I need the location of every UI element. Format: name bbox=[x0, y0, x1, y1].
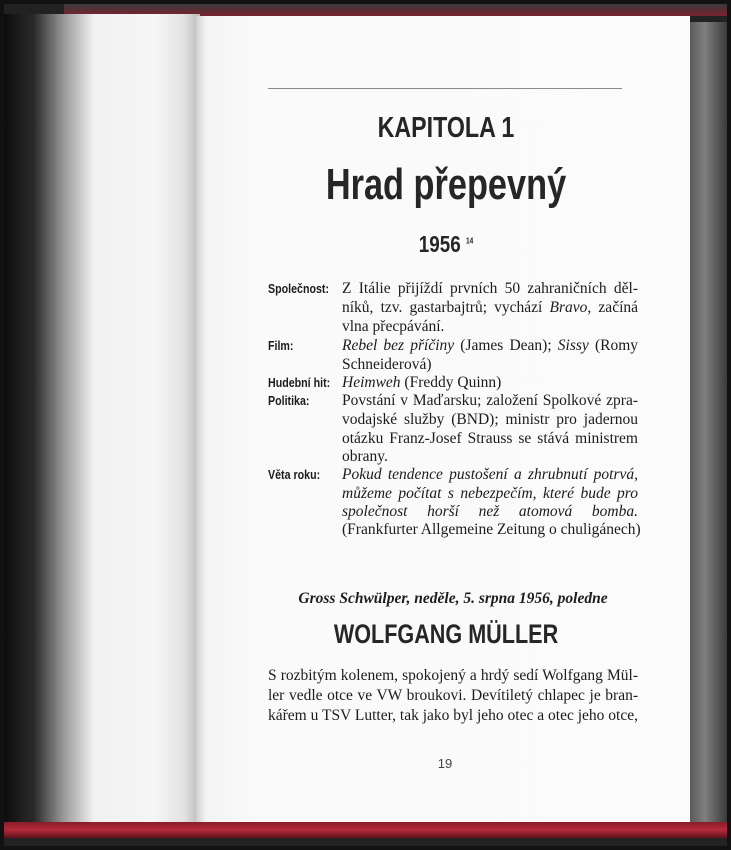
cover-edge-bottom bbox=[4, 822, 727, 838]
fact-label: Společnost: bbox=[268, 281, 330, 296]
left-page bbox=[4, 14, 200, 824]
fact-line: vodajské služby (BND); ministr pro jadernou bbox=[342, 411, 638, 428]
paragraph-line: kářem u TSV Lutter, tak jako byl jeho otec a otec jeho otce, bbox=[268, 707, 638, 724]
fact-label: Věta roku: bbox=[268, 467, 321, 482]
fact-line: Heimweh (Freddy Quinn) bbox=[342, 374, 502, 391]
fact-line: společnost horší než atomová bomba. bbox=[342, 503, 638, 520]
chapter-title: Hrad přepevný bbox=[325, 160, 567, 209]
fact-line: Rebel bez příčiny (James Dean); Sissy (Romy bbox=[342, 337, 638, 354]
page-number: 19 bbox=[437, 756, 453, 771]
fact-line: otázku Franz-Josef Strauss se stává ministrem bbox=[342, 430, 638, 447]
fact-line: Z Itálie přijíždí prvních 50 zahraničních děl- bbox=[342, 280, 638, 297]
fact-label: Film: bbox=[268, 338, 294, 353]
fact-line: vlna přecpávání. bbox=[342, 318, 445, 335]
fact-line: obrany. bbox=[342, 448, 388, 465]
fact-line: (Frankfurter Allgemeine Zeitung o chuligánech) bbox=[342, 521, 641, 538]
fact-line: Schneiderová) bbox=[342, 356, 432, 373]
paragraph-line: S rozbitým kolenem, spokojený a hrdý sedí Wolfgang Mül- bbox=[268, 667, 638, 684]
year-heading bbox=[241, 231, 651, 258]
page-edges bbox=[690, 22, 727, 822]
fact-label: Hudební hit: bbox=[268, 375, 331, 390]
header-rule bbox=[268, 88, 622, 89]
footnote-ref: 14 bbox=[465, 236, 474, 246]
fact-line: můžeme počítat s nebezpečím, které bude pro bbox=[342, 485, 638, 502]
paragraph-line: ler vedle otce ve VW broukovi. Devítiletý chlapec je bran- bbox=[268, 687, 638, 704]
fact-label: Politika: bbox=[268, 393, 310, 408]
fact-line: níků, tzv. gastarbajtrů; vychází Bravo, začíná bbox=[342, 299, 639, 316]
scene-heading: Gross Schwülper, neděle, 5. srpna 1956, poledne bbox=[298, 590, 608, 607]
section-title: WOLFGANG MÜLLER bbox=[333, 619, 559, 649]
year: 1956 bbox=[418, 231, 461, 257]
fact-line: Pokud tendence pustošení a zhrubnutí potrvá, bbox=[342, 466, 638, 483]
fact-line: Povstání v Maďarsku; založení Spolkové zpra- bbox=[342, 392, 638, 409]
chapter-label: KAPITOLA 1 bbox=[377, 112, 515, 144]
